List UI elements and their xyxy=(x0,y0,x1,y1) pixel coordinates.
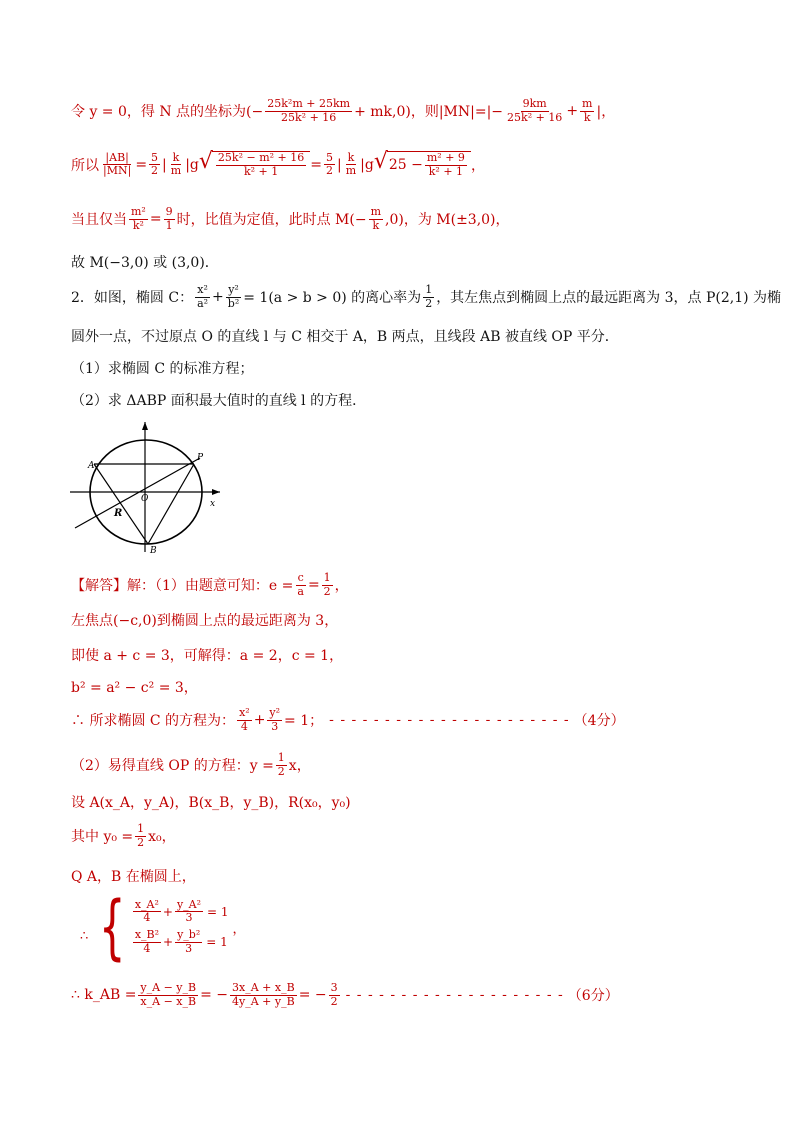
line-n-point-coordinate xyxy=(71,98,615,124)
text: 即使 a + c = 3，可解得：a = 2，c = 1， xyxy=(71,648,344,664)
label-b: B xyxy=(150,546,157,555)
solution-op-line xyxy=(71,752,311,778)
label-x: x xyxy=(210,499,216,509)
fraction xyxy=(169,152,183,178)
solution-ellipse-equation xyxy=(71,707,625,733)
denominator: 2 xyxy=(330,994,338,1008)
fraction xyxy=(237,707,252,733)
line-conclusion xyxy=(71,252,219,272)
denominator: k² + 1 xyxy=(243,164,279,178)
dash-leader: - - - - - - - - - - - - - - - - - - - - xyxy=(345,987,564,1004)
denominator: 4y_A + y_B xyxy=(232,994,295,1008)
numerator: y_A² xyxy=(176,897,202,911)
fraction xyxy=(133,899,161,925)
ellipse-diagram xyxy=(70,420,230,555)
system-row-a xyxy=(131,899,229,925)
numerator: 1 xyxy=(323,571,331,584)
text: 其中 y₀ = xyxy=(71,829,134,846)
text: （2）求 ΔABP 面积最大值时的直线 l 的方程． xyxy=(71,393,367,409)
fraction xyxy=(135,823,146,849)
equation-system xyxy=(80,886,246,968)
solution-line xyxy=(71,645,343,665)
denominator: m xyxy=(345,164,357,178)
fraction xyxy=(295,572,306,598)
denominator: 2 xyxy=(151,164,159,178)
left-brace: { xyxy=(99,886,126,968)
text: = 1； xyxy=(284,713,324,730)
denominator: 3 xyxy=(185,911,193,925)
segment-ab xyxy=(94,464,148,544)
text: 圆外一点，不过原点 O 的直线 l 与 C 相交于 A，B 两点，且线段 AB 被直线 OP 平分． xyxy=(71,329,619,345)
fraction xyxy=(265,98,352,124)
fraction xyxy=(276,752,287,778)
text: x， xyxy=(288,758,311,775)
ellipse-figure xyxy=(70,420,230,559)
text: （1）求椭圆 C 的标准方程； xyxy=(71,361,254,377)
fraction xyxy=(175,899,203,925)
text: | xyxy=(337,156,342,173)
numerator: 5 xyxy=(151,150,159,164)
therefore-symbol: ∴ xyxy=(80,929,89,944)
solution-start xyxy=(71,572,349,598)
denominator: b² xyxy=(227,296,240,310)
segment-pb xyxy=(148,464,194,544)
text: = xyxy=(310,156,322,173)
numerator: x_B² xyxy=(134,928,160,941)
numerator: 1 xyxy=(425,283,433,296)
numerator: x_A² xyxy=(134,897,159,911)
question-2 xyxy=(71,390,366,410)
denominator: 4 xyxy=(143,941,151,955)
text: ，其左焦点到椭圆上点的最远距离为 3，点 P(2,1) 为椭 xyxy=(436,290,782,307)
fraction xyxy=(129,206,148,232)
denominator: a² xyxy=(197,296,209,310)
text: 设 A(x_A，y_A)，B(x_B，y_B)，R(x₀，y₀) xyxy=(71,795,351,811)
text: 左焦点(−c,0)到椭圆上点的最远距离为 3， xyxy=(71,613,339,629)
text: + xyxy=(163,935,174,950)
numerator: c xyxy=(297,571,304,584)
text: ， xyxy=(232,921,246,937)
system-rows xyxy=(131,899,229,956)
denominator: 4 xyxy=(240,719,248,733)
text: x₀， xyxy=(148,829,176,846)
text: + xyxy=(212,289,224,306)
fraction xyxy=(101,152,133,178)
numerator: 3 xyxy=(330,981,338,994)
problem-2-statement-cont xyxy=(71,326,619,346)
text: 2．如图，椭圆 C： xyxy=(71,290,194,307)
text: + xyxy=(566,103,579,120)
fraction xyxy=(226,284,241,310)
text: Q A，B 在椭圆上， xyxy=(71,869,196,885)
line-ratio xyxy=(71,151,485,178)
text: + xyxy=(162,904,173,919)
text: ∴ k_AB = xyxy=(71,987,137,1004)
denominator: 4 xyxy=(143,911,151,925)
numerator: 9 xyxy=(165,205,173,218)
denominator: 2 xyxy=(277,764,285,778)
denominator: 25k² + 16 xyxy=(507,110,563,124)
y-axis-arrow xyxy=(142,422,148,430)
fraction xyxy=(138,982,198,1008)
fraction xyxy=(423,284,434,310)
fraction xyxy=(216,152,306,178)
denominator: m xyxy=(170,164,182,178)
system-row-b xyxy=(131,929,229,955)
question-1 xyxy=(71,358,254,378)
fraction xyxy=(329,982,340,1008)
fraction xyxy=(230,982,297,1008)
text: 时，比值为定值，此时点 M(− xyxy=(176,212,367,229)
denominator: 1 xyxy=(165,218,173,232)
numerator: 25k² − m² + 16 xyxy=(217,151,305,164)
denominator: k² + 1 xyxy=(428,164,464,178)
text: 所以 xyxy=(71,157,99,174)
denominator: 25k² + 16 xyxy=(281,110,337,124)
numerator: 1 xyxy=(137,822,145,835)
numerator: k xyxy=(172,150,180,164)
answer-tag: 【解答】 xyxy=(71,578,127,595)
text: 解：（1）由题意可知：e = xyxy=(127,578,294,595)
solution-slope xyxy=(71,982,619,1008)
text: 故 M(−3,0) 或 (3,0)． xyxy=(71,255,219,271)
solution-line xyxy=(71,823,176,849)
fraction xyxy=(505,98,564,124)
numerator: y² xyxy=(269,706,281,719)
text: = − xyxy=(298,987,327,1004)
denominator: 2 xyxy=(323,584,331,598)
text: | xyxy=(162,156,167,173)
text: |g xyxy=(360,156,374,173)
text: |， xyxy=(596,104,616,121)
text: = 1 xyxy=(207,904,229,919)
fraction xyxy=(267,707,282,733)
fraction xyxy=(175,929,202,955)
numerator: y² xyxy=(228,283,239,296)
denominator: 2 xyxy=(425,296,433,310)
numerator: 5 xyxy=(326,150,333,164)
fraction xyxy=(133,929,161,955)
numerator: y_A − y_B xyxy=(140,981,197,994)
denominator: k xyxy=(583,110,591,124)
solution-line xyxy=(71,610,338,630)
numerator: x² xyxy=(197,283,208,296)
text: = xyxy=(307,577,320,594)
text: b² = a² − c² = 3， xyxy=(71,680,198,696)
text: ， xyxy=(334,578,349,595)
label-r: R xyxy=(114,508,123,519)
numerator: y_b² xyxy=(177,928,201,941)
numerator: x² xyxy=(239,706,250,719)
text: ， xyxy=(470,157,485,174)
text: 令 y = 0，得 N 点的坐标为(− xyxy=(71,104,264,121)
fraction xyxy=(425,152,467,178)
line-constant-condition xyxy=(71,206,510,232)
fraction xyxy=(149,152,160,178)
text: = xyxy=(135,156,148,173)
text: ,0)，为 M(±3,0)， xyxy=(385,212,510,229)
text: |g xyxy=(185,156,199,173)
label-p: P xyxy=(197,453,204,463)
fraction xyxy=(344,152,358,178)
fraction xyxy=(164,206,175,232)
numerator: 1 xyxy=(277,751,285,764)
denominator: 3 xyxy=(185,941,193,955)
solution-line xyxy=(71,792,351,812)
numerator: m xyxy=(370,205,381,218)
text: = 1(a > b > 0) 的离心率为 xyxy=(243,290,422,307)
label-o: O xyxy=(141,494,149,504)
numerator: m xyxy=(582,97,593,110)
numerator: m² + 9 xyxy=(426,151,465,164)
denominator: 3 xyxy=(271,719,279,733)
fraction xyxy=(369,206,383,232)
text: = 1 xyxy=(206,935,228,950)
numerator: |AB| xyxy=(105,150,129,164)
numerator: m² xyxy=(131,205,146,218)
score-label: （6分） xyxy=(567,988,619,1005)
text: 25 − xyxy=(388,157,423,174)
problem-2-statement xyxy=(71,284,781,310)
denominator: x_A − x_B xyxy=(140,994,197,1008)
numerator: 9km xyxy=(522,97,547,110)
numerator: 25k²m + 25km xyxy=(267,97,351,110)
denominator: k² xyxy=(132,218,144,232)
numerator: k xyxy=(347,150,355,164)
label-a: A xyxy=(88,461,95,471)
text: 当且仅当 xyxy=(71,212,127,229)
fraction xyxy=(195,284,210,310)
denominator: |MN| xyxy=(103,164,132,178)
text: = − xyxy=(200,987,229,1004)
denominator: a xyxy=(297,584,304,598)
text: + mk,0)，则|MN|=|− xyxy=(354,104,504,121)
numerator: 3x_A + x_B xyxy=(232,981,295,994)
square-root: √ 25 − $\frac{\text{m² + 9}}{\text{k² + 1}}$ xyxy=(374,151,471,178)
square-root: √ $\frac{\text{25k² − m² + 16}}{\text{k² + 1}}$ xyxy=(199,151,310,178)
text: （2）易得直线 OP 的方程：y = xyxy=(71,758,274,775)
text: + xyxy=(253,712,266,729)
score-label: （4分） xyxy=(573,713,625,730)
denominator: k xyxy=(372,218,380,232)
denominator: 2 xyxy=(137,835,145,849)
fraction xyxy=(322,572,333,598)
solution-line xyxy=(71,866,196,886)
dash-leader: - - - - - - - - - - - - - - - - - - - - - - xyxy=(329,712,570,729)
text: ∴ 所求椭圆 C 的方程为： xyxy=(71,713,236,730)
text: = xyxy=(149,211,162,228)
solution-line xyxy=(71,677,198,697)
fraction xyxy=(324,152,335,178)
fraction xyxy=(580,98,594,124)
x-axis-arrow xyxy=(212,489,220,495)
denominator: 2 xyxy=(326,164,333,178)
